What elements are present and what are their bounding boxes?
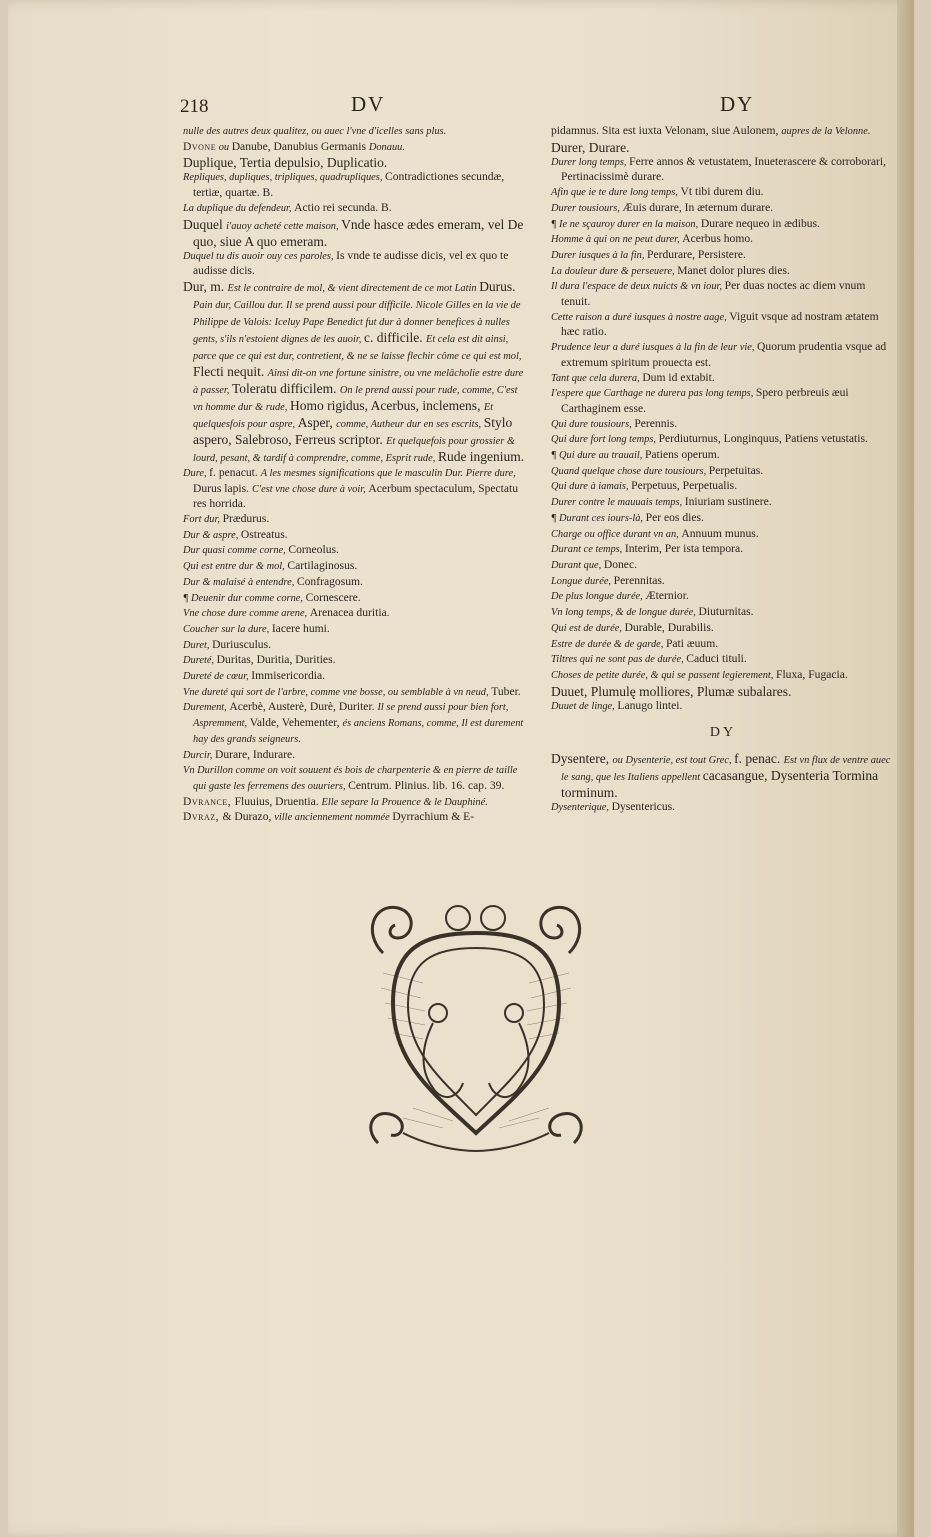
entry-text: comme, Autheur dur en ses escrits, — [336, 418, 484, 430]
entry-text: Arenacea duritia. — [309, 606, 390, 620]
entry-text: Durus lapis. — [193, 481, 252, 495]
entry-text: Duplique, Tertia depulsio, Duplicatio. — [183, 155, 388, 171]
entry-text: Duuet de linge, — [551, 700, 618, 712]
entry-text: Duquel tu dis auoir ouy ces paroles, — [183, 250, 337, 262]
entry-text: Est vn flux de ventre auec le sang, que les Italiens appellent — [561, 755, 891, 784]
entry-text: ou Dysenterie, est tout Grec, — [612, 755, 735, 767]
entry-text: Annuum munus. — [681, 526, 759, 540]
dictionary-entry — [551, 684, 895, 699]
entry-text: Ferre annos & vetustatem, Inueterascere & corroborari, Pertinacissimè durare. — [561, 154, 887, 184]
entry-text: Qui dure tousiours, — [551, 418, 635, 430]
dictionary-entry — [551, 464, 895, 480]
dictionary-entry — [183, 653, 527, 669]
dictionary-entry — [183, 606, 527, 622]
dictionary-entry — [551, 185, 895, 201]
dictionary-entry — [551, 279, 895, 309]
entry-text: Actio rei secunda. B. — [294, 200, 392, 214]
entry-text: Perdurare, Persistere. — [647, 247, 746, 261]
entry-text: Dureté de cœur, — [183, 671, 252, 683]
entry-text: Et quelquefois pour grossier & lourd, pesant, & tardif à comprendre, comme, Esprit rude, — [193, 435, 516, 464]
dictionary-entry — [551, 542, 895, 558]
entry-text: Perennis. — [634, 416, 678, 430]
entry-text: Dvone — [183, 139, 217, 153]
entry-text: f. penacut. — [209, 465, 261, 479]
entry-text: Dyrrachium & E- — [392, 810, 475, 824]
entry-text: Toleratu difficilem. — [231, 380, 340, 396]
entry-text: Durer contre le mauuais temps, — [551, 497, 685, 509]
entry-text: Dur & malaisé à entendre, — [183, 576, 297, 588]
dictionary-entry — [551, 432, 895, 448]
entry-text: ¶ Qui dure au trauail, — [551, 450, 645, 462]
entry-text: Spero perbreuis æui Carthaginem esse. — [561, 386, 849, 415]
dictionary-entry — [551, 417, 895, 433]
entry-text: & Durazo, — [222, 810, 275, 824]
dictionary-entry — [551, 668, 895, 684]
entry-text: Lanugo lintei. — [617, 698, 683, 712]
entry-text: Durement, — [183, 702, 230, 714]
entry-text: Confragosum. — [296, 574, 363, 588]
dictionary-entry — [183, 575, 527, 591]
entry-text: Durer iusques à la fin, — [551, 249, 648, 261]
entry-text: Viguit vsque ad nostram ætatem hæc ratio. — [561, 309, 879, 339]
dictionary-entry — [183, 528, 527, 544]
entry-text: ville anciennement nommée — [274, 812, 393, 824]
entry-text: ¶ Ie ne sçauroy durer en la maison, — [551, 218, 701, 230]
dictionary-entry — [551, 495, 895, 511]
entry-text: Vn Durillon comme on voit souuent és bois de charpenterie & en pierre de taille qui gaste les ferremens des ouuriers, — [183, 765, 518, 792]
entry-text: Coucher sur la dure, — [183, 623, 272, 635]
entry-text: Æternior. — [645, 589, 689, 603]
dictionary-entry — [183, 559, 527, 575]
entry-text: Manet dolor plures dies. — [677, 263, 790, 277]
entry-text: i'auoy acheté cette maison, — [226, 220, 342, 232]
entry-text: Qui dure à iamais, — [551, 481, 632, 493]
dictionary-entry — [183, 622, 527, 638]
entry-text: Perdiuturnus, Longinquus, Patiens vetustatis. — [658, 432, 868, 446]
entry-text: Per duas noctes ac diem vnum tenuit. — [561, 279, 866, 309]
entry-text: Et cela est dit ainsi, parce que ce qui est dur, contretient, & ne se laisse flechir côme ce qui est mol, — [193, 333, 522, 362]
dictionary-entry — [183, 685, 527, 701]
entry-text: aupres de la Velonne. — [781, 126, 871, 137]
dictionary-entry — [551, 155, 895, 185]
dictionary-entry — [183, 512, 527, 528]
entry-text: Tuber. — [491, 684, 521, 698]
dictionary-entry — [551, 527, 895, 543]
entry-text: Dysentere, — [551, 751, 613, 767]
dictionary-entry — [551, 140, 895, 155]
dictionary-entry — [183, 124, 527, 140]
entry-text: Prædurus. — [222, 512, 270, 526]
dictionary-entry — [551, 699, 895, 715]
dictionary-entry — [551, 479, 895, 495]
dictionary-entry — [183, 249, 527, 279]
page-edge — [897, 0, 914, 1537]
dictionary-entry — [551, 201, 895, 217]
entry-text: Homme à qui on ne peut durer, — [551, 234, 683, 246]
entry-text: Cette raison a duré iusques à nostre aage, — [551, 311, 730, 323]
entry-text: ¶ Durant ces iours-là, — [551, 512, 646, 524]
dictionary-entry — [183, 201, 527, 217]
entry-text: Durcir, — [183, 749, 215, 761]
dictionary-entry — [183, 170, 527, 200]
entry-text: Æuis durare, In æternum durare. — [622, 200, 774, 214]
dictionary-entry — [183, 763, 527, 794]
dictionary-entry — [183, 669, 527, 685]
entry-text: Qui est de durée, — [551, 622, 625, 634]
dictionary-entry — [183, 638, 527, 654]
dictionary-entry — [551, 605, 895, 621]
dictionary-entry — [551, 386, 895, 416]
entry-text: Vne dureté qui sort de l'arbre, comme vne bosse, ou semblable à vn neud, — [183, 686, 492, 698]
entry-text: Duuet, Plumulę molliores, Plumæ subalares. — [551, 683, 792, 699]
dictionary-entry — [551, 264, 895, 280]
entry-text: Vnde hasce ædes emeram, vel De quo, siue A quo emeram. — [193, 216, 524, 249]
dictionary-entry — [551, 511, 895, 527]
dv-entries — [551, 124, 895, 714]
entry-text: Duquel — [183, 216, 227, 232]
dictionary-entry — [183, 155, 527, 170]
running-head-left: DV — [351, 92, 386, 116]
entry-text: és anciens Romans, comme, Il est durement hay des grands seigneurs. — [193, 718, 524, 745]
dictionary-entry — [183, 700, 527, 747]
entry-text: Dure, — [183, 467, 210, 479]
entry-text: Charge ou office durant vn an, — [551, 528, 682, 540]
dictionary-entry — [183, 217, 527, 249]
entry-text: C'est vne chose dure à voir, — [251, 483, 369, 495]
dictionary-entry — [551, 558, 895, 574]
entry-text: Contradictiones secundæ, tertiæ, quartæ. B. — [193, 170, 505, 200]
dictionary-entry — [551, 217, 895, 233]
entry-text: Durer long temps, — [551, 156, 630, 168]
entry-text: Cartilaginosus. — [287, 559, 358, 573]
entry-text: Duret, — [183, 639, 213, 651]
entry-text: Dysenterique, — [551, 802, 612, 814]
entry-text: On le prend aussi pour rude, comme, C'est vn homme dur & rude, — [193, 384, 518, 413]
entry-text: Durare nequeo in ædibus. — [700, 216, 820, 230]
entry-text: Repliques, dupliques, tripliques, quadrupliques, — [183, 172, 386, 184]
entry-text: A les mesmes significations que le masculin Dur. Pierre dure, — [260, 467, 516, 479]
left-column — [183, 124, 527, 826]
entry-text: f. penac. — [734, 751, 784, 767]
entry-text: Estre de durée & de garde, — [551, 638, 666, 650]
entry-text: Perpetuus, Perpetualis. — [631, 479, 738, 493]
entry-text: Fluuius, Druentia. — [234, 794, 322, 808]
entry-text: La douleur dure & perseuere, — [551, 265, 678, 277]
entry-text: Per eos dies. — [645, 510, 704, 524]
running-head-right: DY — [720, 92, 755, 116]
entry-text: Duritas, Duritia, Durities. — [216, 653, 336, 667]
entry-text: Il dura l'espace de deux nuicts & vn iour, — [551, 281, 725, 293]
book-page — [8, 0, 914, 1537]
entry-text: Dur, m. — [183, 278, 228, 294]
dictionary-entry — [183, 748, 527, 764]
entry-text: Qui dure fort long temps, — [551, 434, 659, 446]
entry-text: Is vnde te audisse dicis, vel ex quo te audisse dicis. — [193, 248, 509, 278]
dictionary-entry — [183, 591, 527, 607]
dictionary-entry — [183, 543, 527, 559]
dictionary-entry — [551, 232, 895, 248]
page-number: 218 — [180, 96, 209, 117]
entry-text: Qui est entre dur & mol, — [183, 561, 288, 573]
entry-text: Fluxa, Fugacia. — [776, 667, 848, 681]
entry-text: I'espere que Carthage ne durera pas long temps, — [551, 388, 756, 400]
entry-text: pidamnus. Sita est iuxta Velonam, siue Aulonem, — [551, 124, 782, 137]
entry-text: Ostreatus. — [240, 527, 288, 541]
dictionary-entry — [551, 340, 895, 370]
entry-text: Durer tousiours, — [551, 202, 623, 214]
entry-text: cacasangue, Dysenteria Tormina torminum. — [561, 768, 879, 801]
entry-text: Fort dur, — [183, 514, 223, 526]
entry-text: Patiens operum. — [644, 448, 720, 462]
section-heading: DY — [709, 725, 737, 741]
entry-text: Stylo aspero, Salebroso, Ferreus scriptor. — [193, 414, 513, 447]
entry-text: Diuturnitas. — [698, 605, 754, 619]
dictionary-entry — [551, 574, 895, 590]
dictionary-entry — [183, 810, 527, 826]
dictionary-entry — [551, 589, 895, 605]
entry-text: Perpetuitas. — [708, 463, 764, 477]
entry-text: nulle des autres deux qualitez, ou auec l'vne d'icelles sans plus. — [183, 126, 447, 137]
entry-text: Longue durée, — [551, 575, 614, 587]
entry-text: Acerbus homo. — [682, 232, 754, 246]
entry-text: Iacere humi. — [271, 621, 330, 635]
entry-text: Durer, Durare. — [551, 139, 630, 155]
entry-text: Quorum prudentia vsque ad extremum spiritum prouecta est. — [561, 340, 887, 369]
entry-text: Dvraz, — [183, 810, 223, 824]
entry-text: Caduci tituli. — [686, 652, 747, 666]
dictionary-entry — [183, 279, 527, 466]
entry-text: Rude ingenium. — [437, 448, 525, 464]
right-column — [551, 124, 895, 816]
entry-text: Prudence leur a duré iusques à la fin de leur vie, — [551, 342, 758, 354]
dictionary-entry — [551, 124, 895, 140]
entry-text: Perennitas. — [613, 573, 665, 587]
dy-entries — [551, 751, 895, 816]
entry-text: Elle separe la Prouence & le Dauphiné. — [321, 796, 488, 808]
entry-text: Choses de petite durée, & qui se passent legierement, — [551, 669, 776, 681]
entry-text: Immisericordia. — [251, 669, 326, 683]
entry-text: Durant ce temps, — [551, 544, 625, 556]
entry-text: Tant que cela durera, — [551, 372, 643, 384]
entry-text: Flecti nequit. — [193, 363, 268, 379]
entry-text: Duriusculus. — [212, 637, 271, 651]
entry-text: Interim, Per ista tempora. — [624, 542, 744, 556]
entry-text: Dur quasi comme corne, — [183, 545, 289, 557]
entry-text: Il se prend aussi pour bien fort, Aspremment, — [193, 702, 509, 730]
entry-text: Dur & aspre, — [183, 529, 241, 541]
dictionary-entry — [551, 448, 895, 464]
entry-text: Vne chose dure comme arene, — [183, 608, 310, 620]
entry-text: Valde, Vehementer, — [249, 716, 343, 730]
entry-text: Dysentericus. — [611, 800, 676, 814]
entry-text: Vn long temps, & de longue durée, — [551, 607, 699, 619]
entry-text: Durant que, — [551, 559, 604, 571]
entry-text: Pain dur, Caillou dur. Il se prend aussi pour difficile. Nicole Gilles en la vie de Philippe de Valois: Iceluy Pape Benedict fut dur à donner benefices à nulles gents, s'ils n'estoient dignes de les auoir, — [193, 299, 521, 345]
entry-text: Durus. — [479, 278, 516, 294]
entry-text: Durable, Durabilis. — [624, 620, 714, 634]
entry-text: ou — [216, 141, 232, 153]
entry-text: Est le contraire de mol, & vient directement de ce mot Latin — [227, 282, 480, 294]
entry-text: Centrum. Plinius. lib. 16. cap. 39. — [348, 778, 505, 792]
dictionary-entry — [551, 637, 895, 653]
entry-text: Homo rigidus, Acerbus, inclemens, — [289, 397, 484, 413]
dictionary-entry — [183, 795, 527, 811]
dictionary-entry — [551, 652, 895, 668]
dictionary-entry — [551, 371, 895, 387]
entry-text: Dureté, — [183, 655, 217, 667]
entry-text: Danube, Danubius Germanis — [231, 139, 369, 153]
entry-text: Et quelquesfois pour aspre, — [193, 401, 494, 430]
entry-text: Afin que ie te dure long temps, — [551, 187, 681, 199]
entry-text: Pati æuum. — [665, 636, 719, 650]
entry-text: Asper, — [297, 414, 337, 430]
dictionary-entry — [551, 800, 895, 816]
entry-text: Donauu. — [368, 141, 405, 153]
dictionary-entry — [551, 621, 895, 637]
entry-text: Cornescere. — [305, 590, 361, 604]
entry-text: Iniuriam sustinere. — [684, 495, 772, 509]
dictionary-entry — [183, 466, 527, 512]
dictionary-entry — [183, 140, 527, 156]
dictionary-entry — [551, 248, 895, 264]
dictionary-entry — [551, 751, 895, 800]
entry-text: Quand quelque chose dure tousiours, — [551, 465, 709, 477]
entry-text: ¶ Deuenir dur comme corne, — [183, 592, 306, 604]
entry-text: Durare, Indurare. — [214, 747, 296, 761]
woodcut-cartouche-ornament — [363, 893, 589, 1163]
entry-text: Dum id extabit. — [642, 370, 715, 384]
entry-text: Vt tibi durem diu. — [680, 185, 764, 199]
entry-text: Acerbum spectaculum, Spectatu res horrida. — [193, 481, 519, 511]
entry-text: Acerbè, Austerè, Durè, Duriter. — [229, 700, 378, 714]
entry-text: Tiltres qui ne sont pas de durée, — [551, 654, 687, 666]
entry-text: Donec. — [603, 557, 637, 571]
entry-text: Corneolus. — [288, 543, 339, 557]
entry-text: La duplique du defendeur, — [183, 202, 295, 214]
entry-text: Ainsi dit-on vne fortune sinistre, ou vne melâcholie estre dure à passer, — [193, 367, 524, 396]
entry-text: Dvrance, — [183, 794, 235, 808]
entry-text: De plus longue durée, — [551, 591, 646, 603]
entry-text: c. difficile. — [363, 329, 426, 345]
dictionary-entry — [551, 310, 895, 340]
